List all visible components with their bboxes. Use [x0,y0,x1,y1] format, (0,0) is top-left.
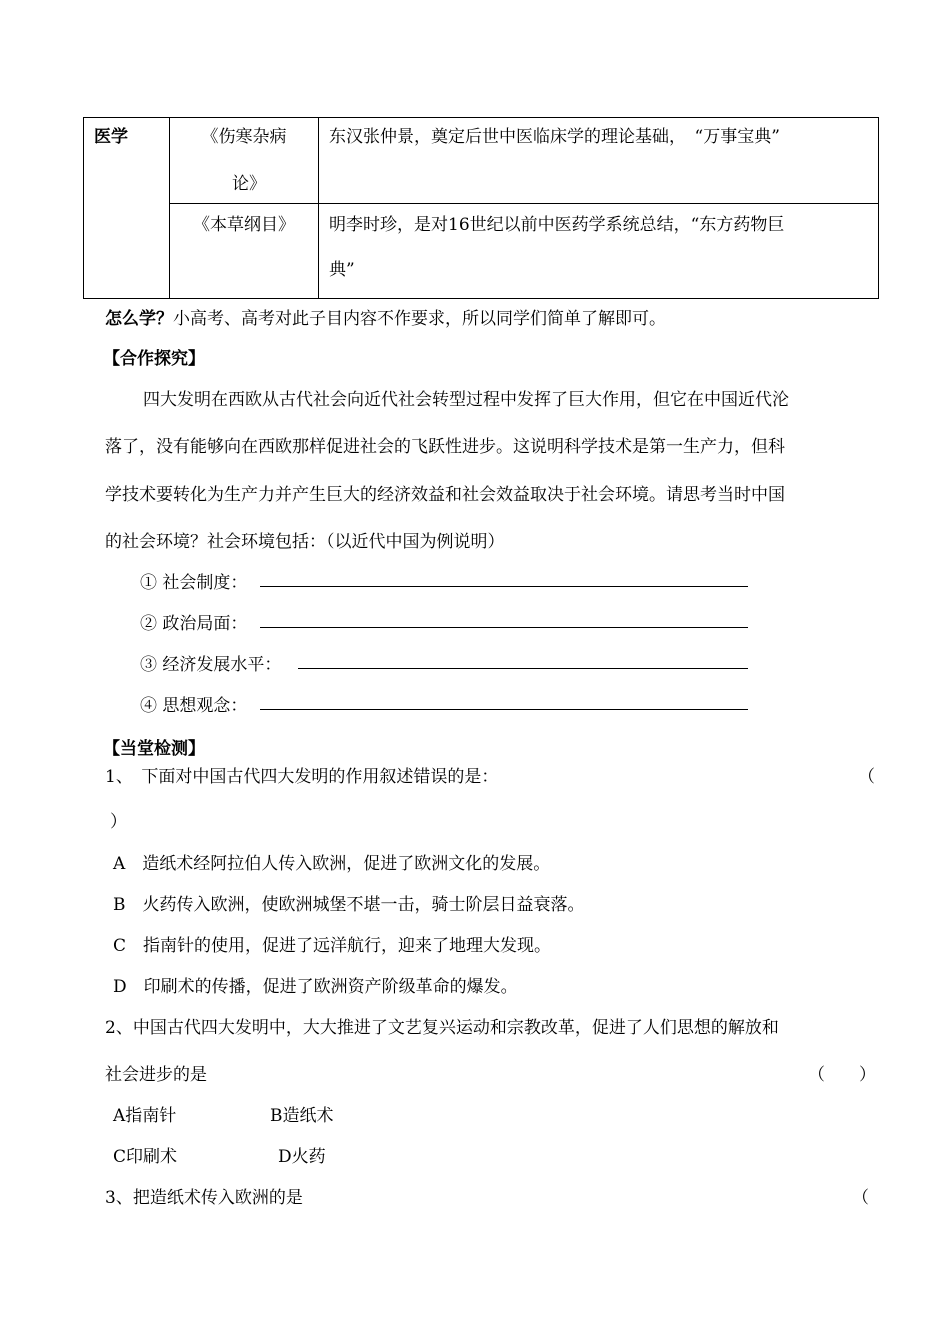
fill-item-label: ① 社会制度： [140,573,248,593]
para-line: 的社会环境？社会环境包括：（以近代中国为例说明） [105,532,505,552]
para-line: 落了，没有能够向在西欧那样促进社会的飞跃性进步。这说明科学技术是第一生产力，但科 [105,437,785,457]
desc-cell [319,118,879,204]
desc-cell [319,204,879,299]
fill-blank[interactable] [260,709,748,710]
question-stem: 2、中国古代四大发明中，大大推进了文艺复兴运动和宗教改革，促进了人们思想的解放和 [105,1018,779,1038]
answer-paren-close: ） [110,812,127,832]
category-cell: 医学 [84,118,170,299]
book-title: 《伤寒杂病 [201,127,287,147]
cooperate-heading: 【合作探究】 [103,349,205,369]
question-stem-cont: 社会进步的是 [105,1065,207,1085]
question-stem: 3、把造纸术传入欧洲的是 [105,1188,303,1208]
fill-item-label: ② 政治局面： [140,614,248,634]
how-to-learn-label: 怎么学？ [105,309,173,329]
question-stem: 1、 下面对中国古代四大发明的作用叙述错误的是： [105,767,499,787]
para-line: 学技术要转化为生产力并产生巨大的经济效益和社会效益取决于社会环境。请思考当时中国 [105,485,785,505]
option: D火药 [278,1147,326,1167]
option: B造纸术 [270,1106,334,1126]
option: C印刷术 [113,1147,178,1167]
option: A 造纸术经阿拉伯人传入欧洲，促进了欧洲文化的发展。 [113,854,551,874]
option: C 指南针的使用，促进了远洋航行，迎来了地理大发现。 [113,936,552,956]
book-desc: 东汉张仲景，奠定后世中医临床学的理论基础， “万事宝典” [329,127,780,147]
answer-paren[interactable]: （ ） [808,1065,876,1085]
book-cell [170,204,319,299]
option: D 印刷术的传播，促进了欧洲资产阶级革命的爆发。 [113,977,518,997]
answer-paren-open[interactable]: （ [858,767,875,787]
book-title: 《本草纲目》 [193,215,295,235]
test-heading: 【当堂检测】 [103,739,205,759]
how-to-learn [105,304,666,329]
fill-blank[interactable] [298,668,748,669]
book-desc-cont: 典” [329,260,355,280]
fill-blank[interactable] [260,586,748,587]
how-to-learn-text: 小高考、高考对此子目内容不作要求，所以同学们简单了解即可。 [173,309,666,329]
para-line: 四大发明在西欧从古代社会向近代社会转型过程中发挥了巨大作用，但它在中国近代沦 [143,390,789,410]
fill-item-label: ④ 思想观念： [140,696,248,716]
fill-item-label: ③ 经济发展水平： [140,655,282,675]
fill-blank[interactable] [260,627,748,628]
option: B 火药传入欧洲，使欧洲城堡不堪一击，骑士阶层日益衰落。 [113,895,585,915]
book-desc: 明李时珍，是对16世纪以前中医药学系统总结，“东方药物巨 [329,215,785,235]
medicine-table [83,117,879,299]
answer-paren-open[interactable]: （ [852,1188,869,1208]
book-title-cont: 论》 [232,174,266,194]
option: A指南针 [113,1106,177,1126]
book-cell [170,118,319,204]
